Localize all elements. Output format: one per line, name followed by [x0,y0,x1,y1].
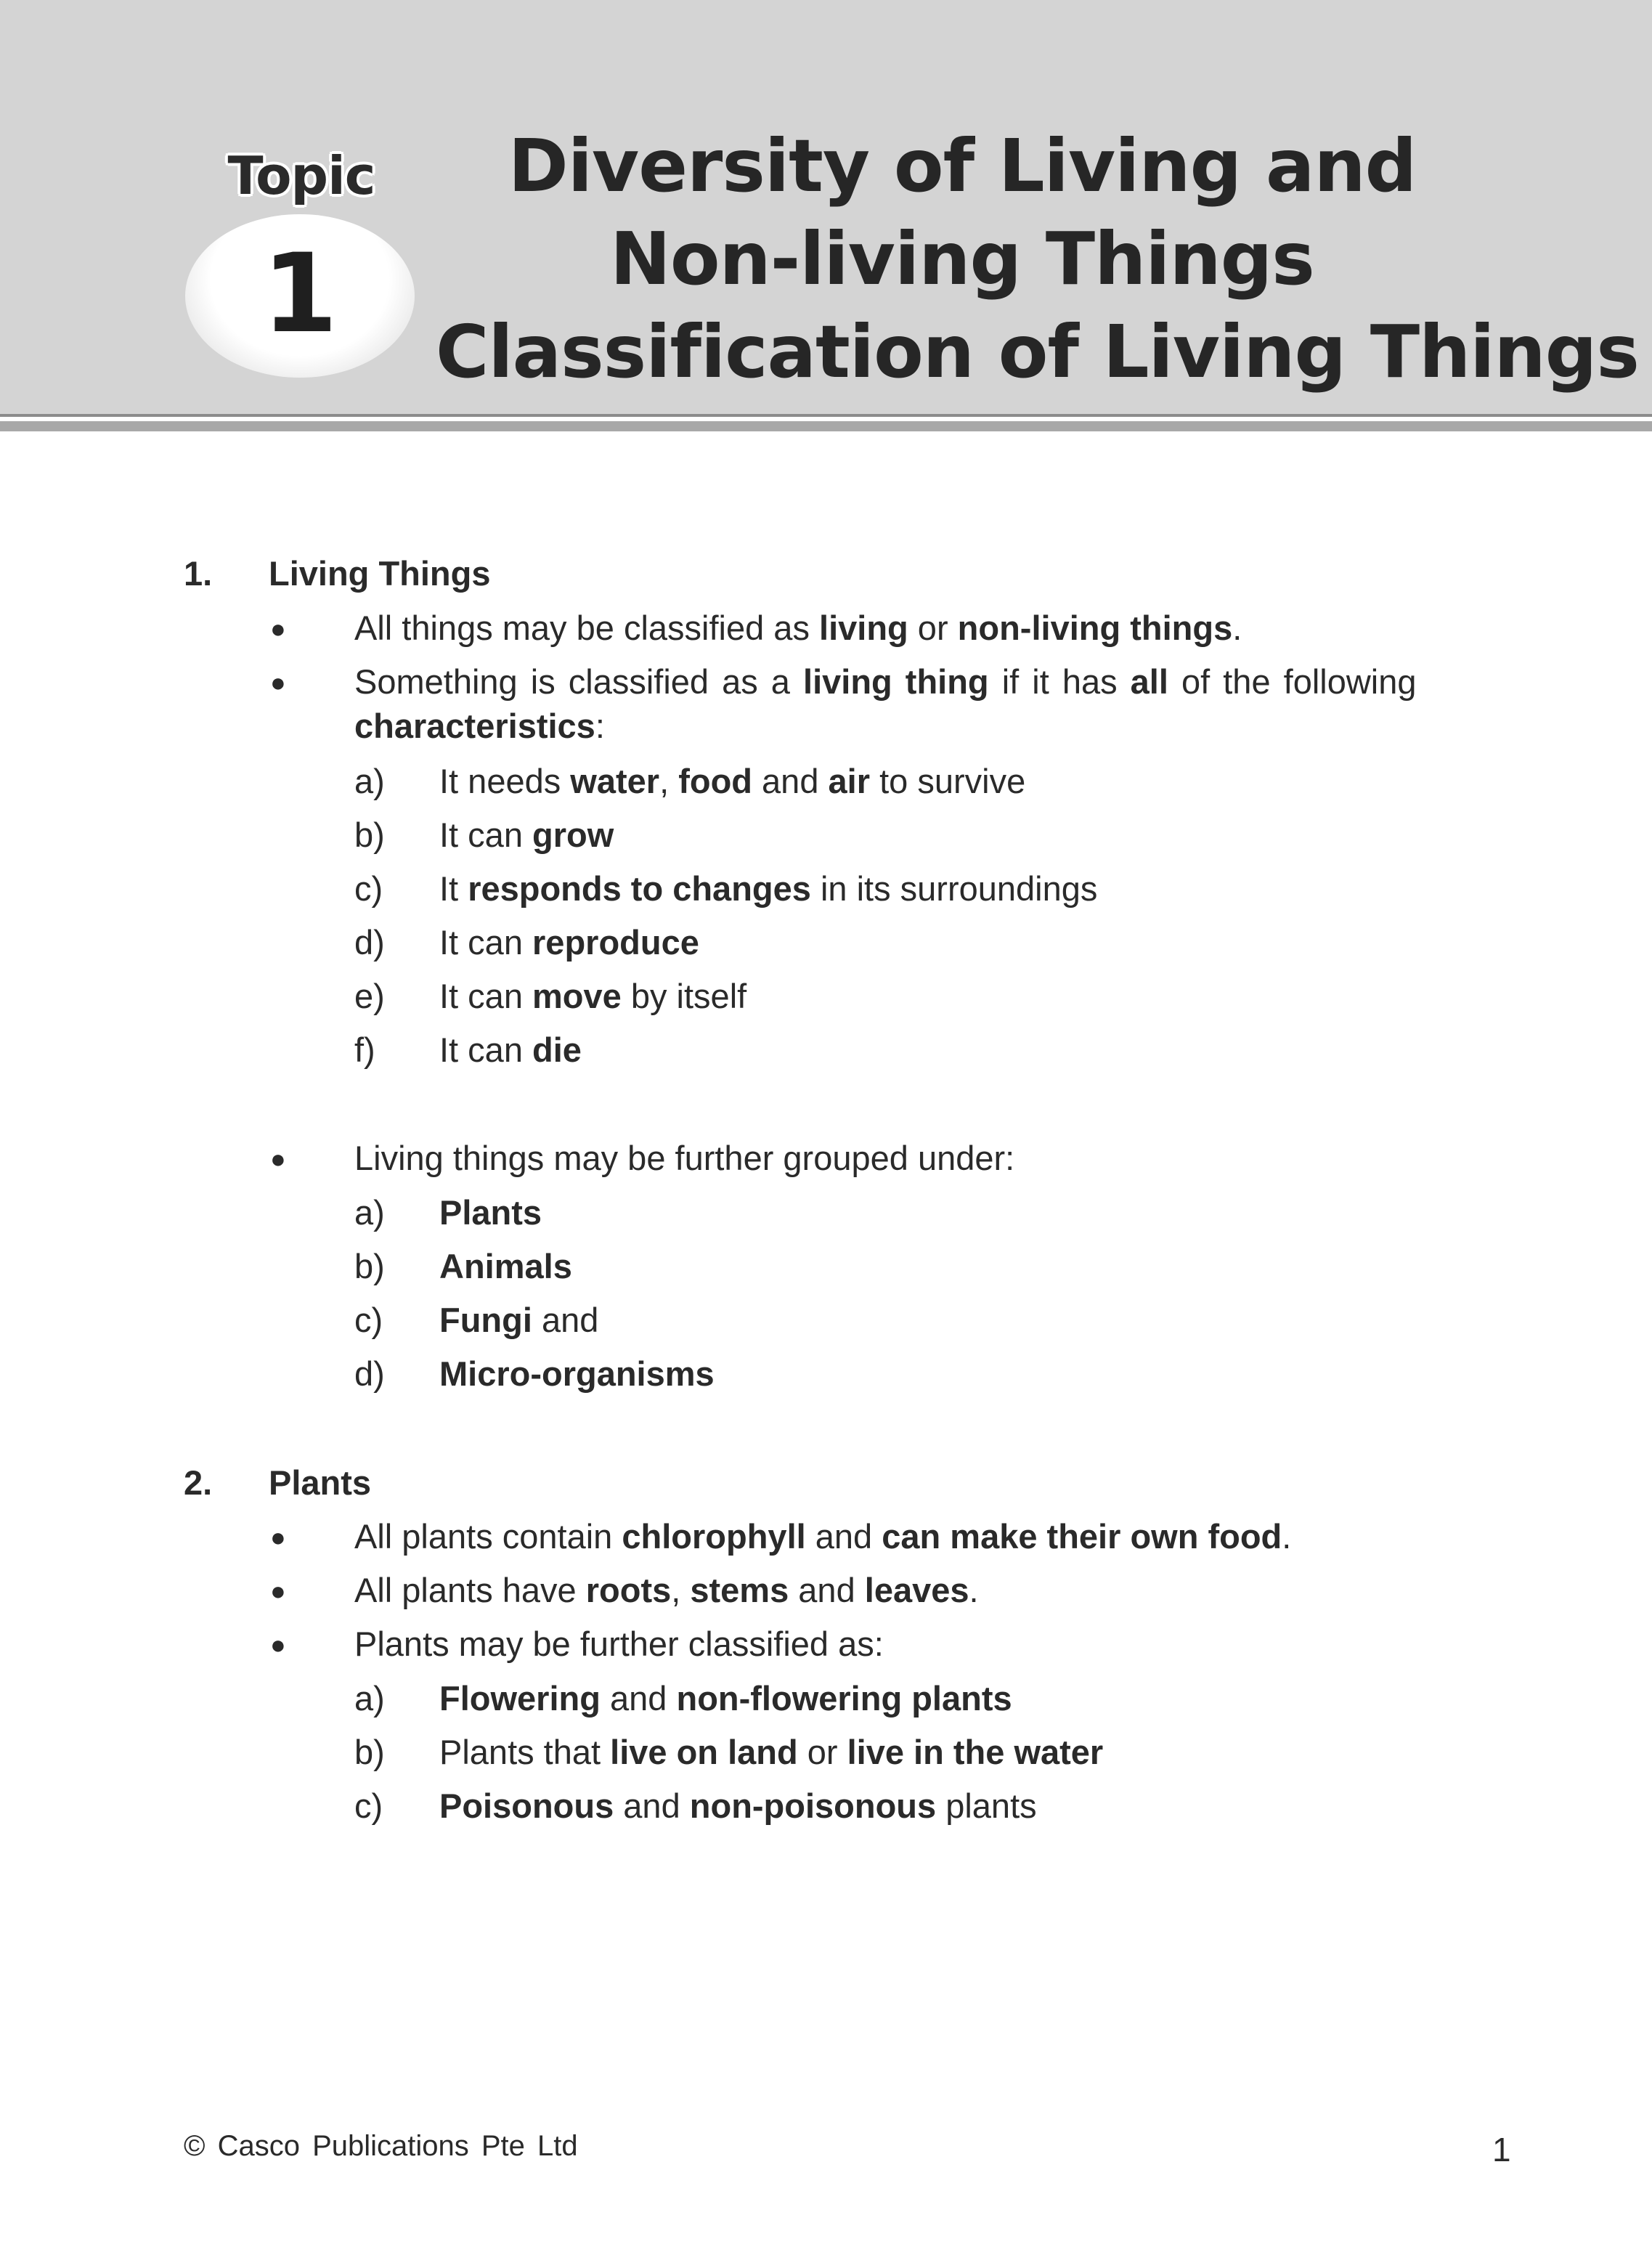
list-letter: c) [354,1301,383,1339]
page-number: 1 [1492,2131,1511,2168]
list-item: Micro-organisms [439,1354,715,1393]
list-letter: a) [354,1193,385,1232]
section-heading: Plants [269,1463,372,1502]
list-letter: c) [354,869,383,908]
header-divider-thick [0,421,1652,431]
title-line-1: Diversity of Living and [508,123,1417,208]
list-letter: a) [354,762,385,800]
list-item: It can grow [439,816,614,854]
list-letter: d) [354,923,385,962]
bullet: ● [270,667,286,697]
list-item: It responds to changes in its surroundings [439,869,1098,908]
list-letter: b) [354,1247,385,1285]
list-item: It needs water, food and air to survive [439,762,1026,800]
header-divider [0,414,1652,417]
section-number: 1. [184,554,213,593]
list-item: Poisonous and non-poisonous plants [439,1786,1037,1825]
list-item: Fungi and [439,1301,599,1339]
list-letter: a) [354,1679,385,1718]
list-letter: d) [354,1354,385,1393]
list-item: Flowering and non-flowering plants [439,1679,1012,1718]
bullet-text: Living things may be further grouped under: [354,1139,1015,1177]
topic-label: Topic [227,145,375,206]
bullet-text: Plants may be further classified as: [354,1625,884,1663]
bullet-text-continued: characteristics: [354,707,605,745]
topic-number: 1 [261,231,338,357]
bullet-text: All plants contain chlorophyll and can make their own food. [354,1517,1292,1556]
bullet: ● [270,614,286,643]
list-letter: e) [354,977,385,1015]
bullet: ● [270,1630,286,1659]
list-item: Plants [439,1193,542,1232]
list-letter: b) [354,816,385,854]
list-item: Plants that live on land or live in the water [439,1733,1104,1771]
bullet-text: All things may be classified as living or non-living things. [354,609,1242,647]
copyright-notice: © Casco Publications Pte Ltd [184,2130,578,2162]
bullet: ● [270,1522,286,1552]
section-number: 2. [184,1463,213,1502]
list-item: It can move by itself [439,977,747,1015]
title-line-3: Classification of Living Things [436,309,1639,394]
list-letter: b) [354,1733,385,1771]
bullet-text: All plants have roots, stems and leaves. [354,1571,979,1609]
list-item: It can die [439,1031,582,1069]
list-letter: f) [354,1031,375,1069]
bullet-text: Something is classified as a living thing if it has all of the following [354,662,1417,701]
page-title [436,120,1639,399]
list-item: It can reproduce [439,923,699,962]
list-item: Animals [439,1247,572,1285]
list-letter: c) [354,1786,383,1825]
title-line-2: Non-living Things [610,216,1314,301]
bullet: ● [270,1576,286,1606]
section-heading: Living Things [269,554,491,593]
bullet: ● [270,1144,286,1174]
